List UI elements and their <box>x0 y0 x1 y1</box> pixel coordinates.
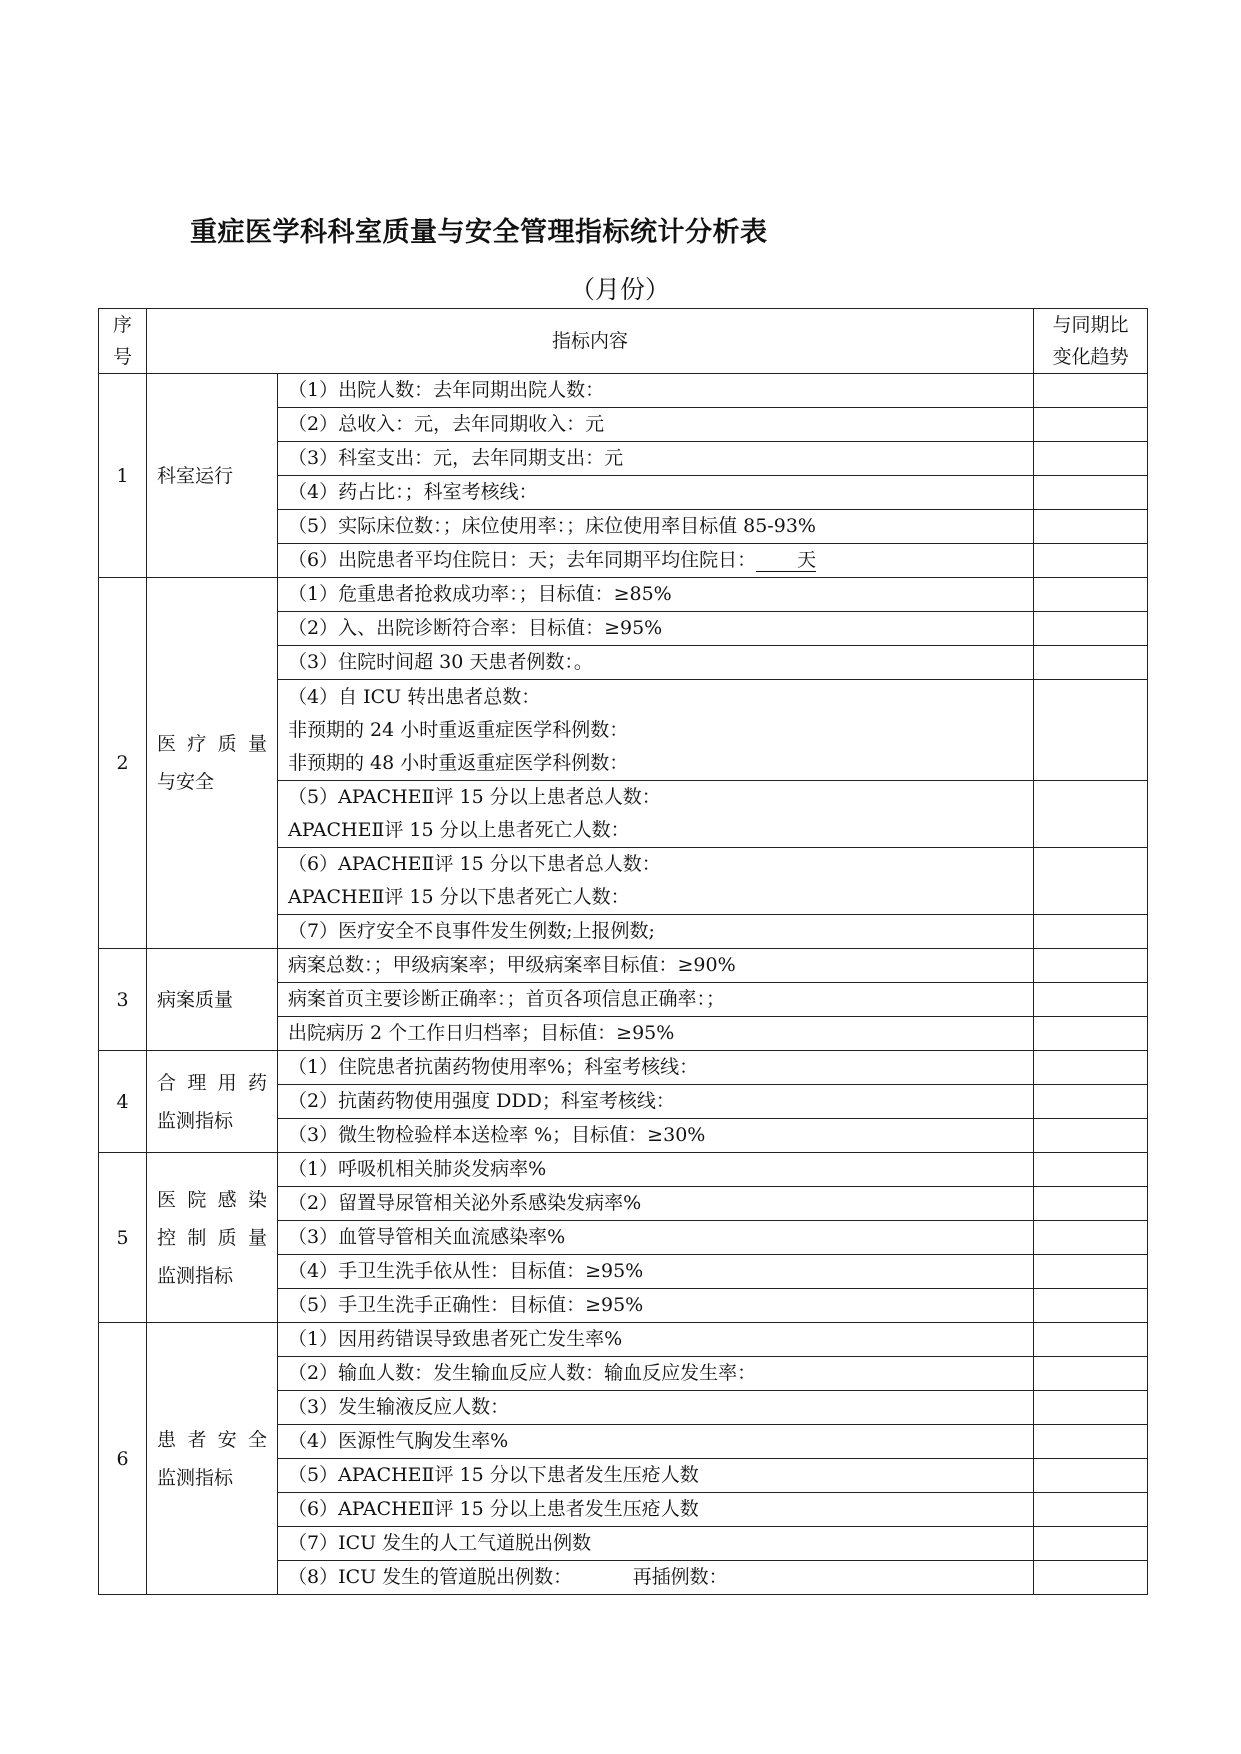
indicator-line: APACHEⅡ评 15 分以下患者死亡人数： <box>288 886 630 908</box>
trend-cell[interactable] <box>1034 612 1148 646</box>
indicator-item <box>278 646 1034 680</box>
indicator-item <box>278 1391 1034 1425</box>
trend-cell[interactable] <box>1034 1527 1148 1561</box>
section-number: 1 <box>99 374 147 578</box>
indicator-line: （3）血管导管相关血流感染率% <box>288 1226 566 1248</box>
indicator-text <box>288 1051 1023 1084</box>
indicator-line: （2）抗菌药物使用强度 DDD；科室考核线： <box>288 1090 675 1112</box>
trend-cell[interactable] <box>1034 949 1148 983</box>
indicator-text <box>288 510 1023 543</box>
header-seq <box>99 309 147 374</box>
trend-cell[interactable] <box>1034 1119 1148 1153</box>
indicator-line: （6）APACHEⅡ评 15 分以上患者发生压疮人数 <box>288 1498 699 1520</box>
indicator-line: （1）危重患者抢救成功率：；目标值：≥85% <box>288 583 672 605</box>
indicator-text <box>288 781 1023 814</box>
indicator-line: （5）实际床位数：；床位使用率：；床位使用率目标值 85-93% <box>288 515 816 537</box>
indicator-line: APACHEⅡ评 15 分以上患者死亡人数： <box>288 819 630 841</box>
section-category <box>147 1153 278 1323</box>
table-row <box>99 1323 1148 1357</box>
trend-cell[interactable] <box>1034 510 1148 544</box>
indicator-line: 非预期的 48 小时重返重症医学科例数： <box>288 751 629 774</box>
trend-cell[interactable] <box>1034 1153 1148 1187</box>
indicator-text <box>288 1017 1023 1050</box>
indicator-item <box>278 1323 1034 1357</box>
indicator-item <box>278 1493 1034 1527</box>
indicator-line: （3）发生输液反应人数： <box>288 1396 510 1418</box>
trend-cell[interactable] <box>1034 1051 1148 1085</box>
indicator-text <box>288 1527 1023 1560</box>
section-number: 3 <box>99 949 147 1051</box>
trend-cell[interactable] <box>1034 1255 1148 1289</box>
indicator-text <box>288 1493 1023 1526</box>
indicator-line: （5）手卫生洗手正确性：目标值：≥95% <box>288 1294 644 1316</box>
indicator-item <box>278 1017 1034 1051</box>
indicator-text <box>288 408 1023 441</box>
indicator-line: （7）医疗安全不良事件发生例数;上报例数; <box>288 920 655 942</box>
indicator-text <box>288 983 1023 1016</box>
table-row <box>99 578 1148 612</box>
indicator-item <box>278 1153 1034 1187</box>
indicator-text <box>288 1289 1023 1322</box>
indicator-item <box>278 1119 1034 1153</box>
indicator-item <box>278 848 1034 915</box>
trend-cell[interactable] <box>1034 442 1148 476</box>
indicator-item <box>278 1187 1034 1221</box>
indicator-text <box>288 1153 1023 1186</box>
indicator-text <box>288 612 1023 645</box>
indicator-text <box>288 1119 1023 1152</box>
table-row <box>99 949 1148 983</box>
trend-cell[interactable] <box>1034 983 1148 1017</box>
header-trend-line1: 与同期比 <box>1052 314 1129 336</box>
indicator-text <box>288 1221 1023 1254</box>
section-category <box>147 1051 278 1153</box>
category-line: 合 理 用 药 <box>157 1071 267 1094</box>
category-line: 病案质量 <box>157 988 234 1011</box>
indicator-item <box>278 510 1034 544</box>
trend-cell[interactable] <box>1034 1459 1148 1493</box>
indicator-text <box>288 1323 1023 1356</box>
indicator-line: （7）ICU 发生的人工气道脱出例数 <box>288 1532 592 1554</box>
header-seq-line1: 序 <box>112 314 132 336</box>
document-title: 重症医学科科室质量与安全管理指标统计分析表 <box>190 217 768 248</box>
indicator-item <box>278 612 1034 646</box>
indicator-text <box>288 1391 1023 1424</box>
category-line: 科室运行 <box>157 464 234 487</box>
indicator-text <box>288 881 1023 914</box>
table-row <box>99 1153 1148 1187</box>
indicator-line: （1）住院患者抗菌药物使用率%；科室考核线： <box>288 1056 699 1078</box>
header-trend-line2: 变化趋势 <box>1052 346 1129 368</box>
category-line: 监测指标 <box>157 1466 234 1489</box>
indicator-text <box>288 646 1023 679</box>
indicator-item <box>278 544 1034 578</box>
trend-cell[interactable] <box>1034 1391 1148 1425</box>
trend-cell[interactable] <box>1034 1323 1148 1357</box>
trend-cell[interactable] <box>1034 915 1148 949</box>
indicator-item <box>278 476 1034 510</box>
indicator-line: （5）APACHEⅡ评 15 分以下患者发生压疮人数 <box>288 1464 699 1486</box>
indicator-text <box>288 476 1023 509</box>
trend-cell[interactable] <box>1034 1017 1148 1051</box>
indicator-line: （1）因用药错误导致患者死亡发生率% <box>288 1328 623 1350</box>
indicator-text <box>288 681 1023 714</box>
indicator-item <box>278 1051 1034 1085</box>
indicator-line: （8）ICU 发生的管道脱出例数： 再插例数： <box>288 1566 728 1588</box>
section-category <box>147 578 278 949</box>
trend-cell[interactable] <box>1034 1187 1148 1221</box>
trend-cell[interactable] <box>1034 680 1148 781</box>
indicator-item <box>278 1085 1034 1119</box>
category-line: 医 院 感 染 <box>157 1188 267 1211</box>
section-category <box>147 374 278 578</box>
indicator-line: （2）总收入：元，去年同期收入：元 <box>288 413 605 435</box>
indicator-text <box>288 1255 1023 1288</box>
header-trend <box>1034 309 1148 374</box>
trend-cell[interactable] <box>1034 1221 1148 1255</box>
trend-cell[interactable] <box>1034 848 1148 915</box>
trend-cell[interactable] <box>1034 1357 1148 1391</box>
indicator-item <box>278 983 1034 1017</box>
indicator-item <box>278 1289 1034 1323</box>
indicator-line: （5）APACHEⅡ评 15 分以上患者总人数： <box>288 786 661 808</box>
indicator-item <box>278 680 1034 781</box>
document-subtitle: （月份） <box>570 275 671 304</box>
indicator-item <box>278 1425 1034 1459</box>
trend-cell[interactable] <box>1034 781 1148 848</box>
trend-cell[interactable] <box>1034 578 1148 612</box>
indicator-line: （4）自 ICU 转出患者总数： <box>288 685 541 708</box>
indicator-line: （3）住院时间超 30 天患者例数：。 <box>288 651 593 673</box>
indicator-text <box>288 747 1023 780</box>
section-category <box>147 949 278 1051</box>
indicator-text <box>288 949 1023 982</box>
indicator-text <box>288 714 1023 747</box>
indicator-line: 病案首页主要诊断正确率：；首页各项信息正确率：； <box>288 988 726 1010</box>
category-line: 监测指标 <box>157 1109 234 1132</box>
category-line: 医 疗 质 量 <box>157 733 267 755</box>
trend-cell[interactable] <box>1034 646 1148 680</box>
category-line: 控 制 质 量 <box>157 1226 267 1249</box>
indicator-line: 非预期的 24 小时重返重症医学科例数： <box>288 718 629 741</box>
indicator-text <box>288 578 1023 611</box>
indicator-item <box>278 1459 1034 1493</box>
indicator-text <box>288 442 1023 475</box>
indicator-text <box>288 814 1023 847</box>
trend-cell[interactable] <box>1034 1493 1148 1527</box>
indicator-text <box>288 1187 1023 1220</box>
indicator-line: （4）手卫生洗手依从性：目标值：≥95% <box>288 1260 644 1282</box>
indicator-line: 出院病历 2 个工作日归档率；目标值：≥95% <box>288 1022 675 1044</box>
indicator-text <box>288 544 1023 577</box>
trend-cell[interactable] <box>1034 544 1148 578</box>
section-number: 5 <box>99 1153 147 1323</box>
trend-cell[interactable] <box>1034 408 1148 442</box>
section-category <box>147 1323 278 1595</box>
indicator-line: （4）医源性气胸发生率% <box>288 1430 509 1452</box>
indicator-line: （2）留置导尿管相关泌外系感染发病率% <box>288 1192 642 1214</box>
indicator-text <box>288 374 1023 407</box>
indicator-item <box>278 1357 1034 1391</box>
indicator-item <box>278 949 1034 983</box>
trend-cell[interactable] <box>1034 374 1148 408</box>
indicator-item <box>278 442 1034 476</box>
category-line: 患 者 安 全 <box>157 1428 267 1451</box>
indicator-line: （6）出院患者平均住院日：天；去年同期平均住院日： <box>288 549 757 571</box>
indicator-item <box>278 1561 1034 1595</box>
indicator-text <box>288 848 1023 881</box>
fill-in-blank[interactable]: 天 <box>756 549 816 572</box>
header-content: 指标内容 <box>147 309 1034 374</box>
indicator-item <box>278 1255 1034 1289</box>
section-number: 6 <box>99 1323 147 1595</box>
trend-cell[interactable] <box>1034 1289 1148 1323</box>
header-seq-line2: 号 <box>112 346 132 368</box>
indicator-text <box>288 1459 1023 1492</box>
category-line: 监测指标 <box>157 1264 234 1287</box>
table-row <box>99 1051 1148 1085</box>
trend-cell[interactable] <box>1034 1425 1148 1459</box>
indicator-item <box>278 374 1034 408</box>
table-header-row <box>99 309 1148 374</box>
indicator-text <box>288 1561 1023 1594</box>
indicator-item <box>278 915 1034 949</box>
indicator-line: （1）呼吸机相关肺炎发病率% <box>288 1158 547 1180</box>
indicator-item <box>278 781 1034 848</box>
section-number: 4 <box>99 1051 147 1153</box>
trend-cell[interactable] <box>1034 1561 1148 1595</box>
indicator-item <box>278 578 1034 612</box>
trend-cell[interactable] <box>1034 476 1148 510</box>
indicator-line: （2）入、出院诊断符合率：目标值：≥95% <box>288 617 663 639</box>
category-line: 与安全 <box>157 771 215 793</box>
indicator-item <box>278 1221 1034 1255</box>
indicator-text <box>288 1085 1023 1118</box>
indicator-line: （6）APACHEⅡ评 15 分以下患者总人数： <box>288 853 661 875</box>
indicator-line: （3）科室支出：元，去年同期支出：元 <box>288 447 624 469</box>
indicator-text <box>288 915 1023 948</box>
indicator-line: （2）输血人数：发生输血反应人数：输血反应发生率： <box>288 1362 757 1384</box>
trend-cell[interactable] <box>1034 1085 1148 1119</box>
indicator-text <box>288 1425 1023 1458</box>
indicator-line: （1）出院人数：去年同期出院人数： <box>288 379 605 401</box>
indicator-item <box>278 1527 1034 1561</box>
indicator-line: 病案总数：；甲级病案率；甲级病案率目标值：≥90% <box>288 954 736 976</box>
section-number: 2 <box>99 578 147 949</box>
table-row <box>99 374 1148 408</box>
indicator-text <box>288 1357 1023 1390</box>
indicator-item <box>278 408 1034 442</box>
indicator-line: （4）药占比：；科室考核线： <box>288 481 538 503</box>
indicator-line: （3）微生物检验样本送检率 %；目标值：≥30% <box>288 1124 706 1146</box>
indicator-table <box>98 308 1148 1595</box>
